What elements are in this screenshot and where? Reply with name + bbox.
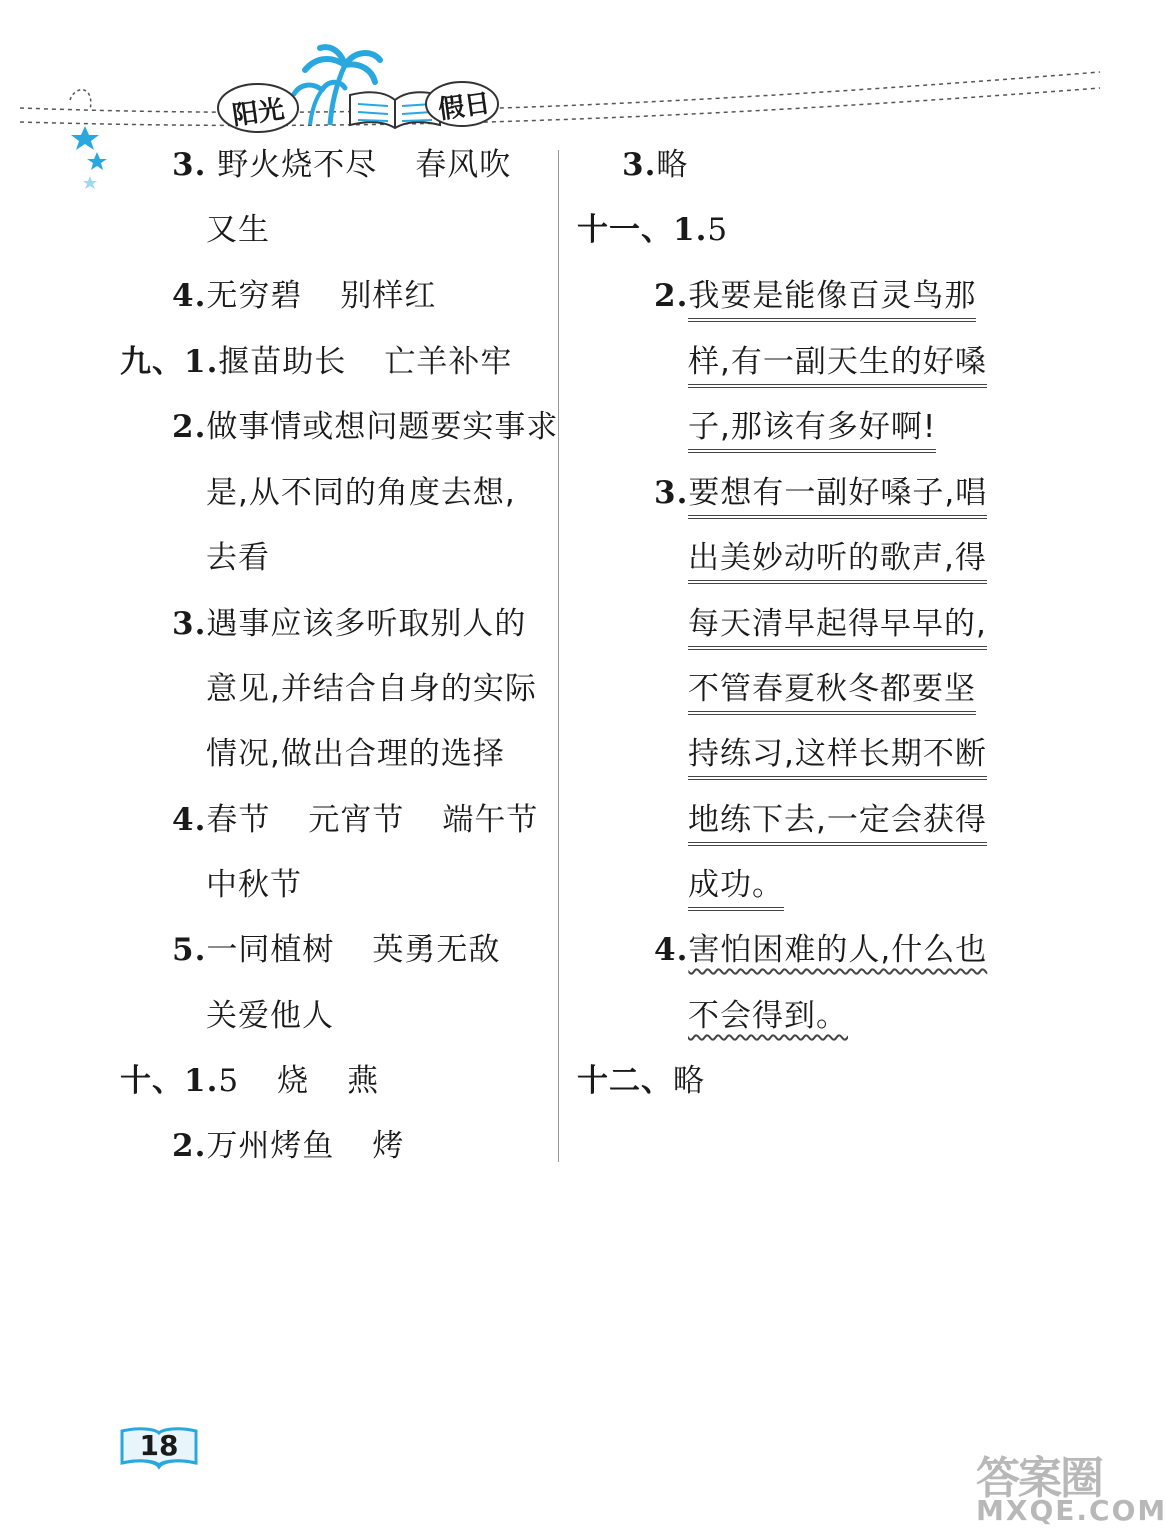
page-header (0, 0, 1118, 150)
page-number: 18 (139, 1429, 179, 1462)
answer-line: 成功。 (688, 863, 784, 907)
answer-line: 中秋节 (206, 867, 302, 903)
answer-line: 子,那该有多好啊! (688, 405, 936, 449)
answer-line: 持练习,这样长期不断 (688, 732, 987, 776)
section-heading: 九、1.揠苗助长 亡羊补牢 (120, 344, 513, 380)
answer-line: 4.害怕困难的人,什么也 (654, 932, 988, 968)
answer-line: 3.要想有一副好嗓子,唱 (654, 471, 987, 515)
answer-line: 不会得到。 (688, 998, 848, 1034)
answer-line: 3.遇事应该多听取别人的 (172, 606, 527, 642)
answer-line: 是,从不同的角度去想, (206, 475, 516, 511)
answer-line: 2.万州烤鱼 烤 (172, 1128, 405, 1164)
answer-line: 出美妙动听的歌声,得 (688, 536, 987, 580)
answer-line: 2.做事情或想问题要实事求 (172, 409, 559, 445)
logo-text-left: 阳光 (230, 94, 287, 132)
answer-line: 4.无穷碧 别样红 (172, 278, 437, 314)
answer-line: 4.春节 元宵节 端午节 (172, 802, 539, 838)
answer-line: 情况,做出合理的选择 (206, 736, 505, 772)
logo-text-right: 假日 (436, 88, 493, 126)
section-heading: 十、1.5 烧 燕 (120, 1063, 380, 1099)
watermark-logo: 答案圈 MXQE.COM (976, 1453, 1167, 1527)
answer-line: 3. 野火烧不尽 春风吹 (172, 147, 512, 183)
answer-line: 关爱他人 (206, 998, 334, 1034)
column-divider (558, 150, 559, 1162)
answer-line: 不管春夏秋冬都要坚 (688, 667, 976, 711)
answer-line: 每天清早起得早早的, (688, 602, 987, 646)
answer-line: 意见,并结合自身的实际 (206, 671, 537, 707)
section-heading: 十二、略 (577, 1063, 705, 1099)
header-decoration (0, 0, 1118, 150)
answer-line: 3.略 (622, 147, 689, 183)
answer-line: 样,有一副天生的好嗓 (688, 340, 987, 384)
answer-line: 5.一同植树 英勇无敌 (172, 932, 501, 968)
answer-line: 地练下去,一定会获得 (688, 798, 987, 842)
answer-line: 又生 (206, 212, 270, 248)
section-heading: 十一、1.5 (577, 212, 729, 248)
star-icon (71, 126, 99, 150)
answer-line: 去看 (206, 540, 270, 576)
star-icon-small (87, 152, 107, 170)
star-icon-tiny (83, 176, 97, 189)
answer-line: 2.我要是能像百灵鸟那 (654, 274, 976, 318)
page-number-badge (120, 1425, 198, 1469)
